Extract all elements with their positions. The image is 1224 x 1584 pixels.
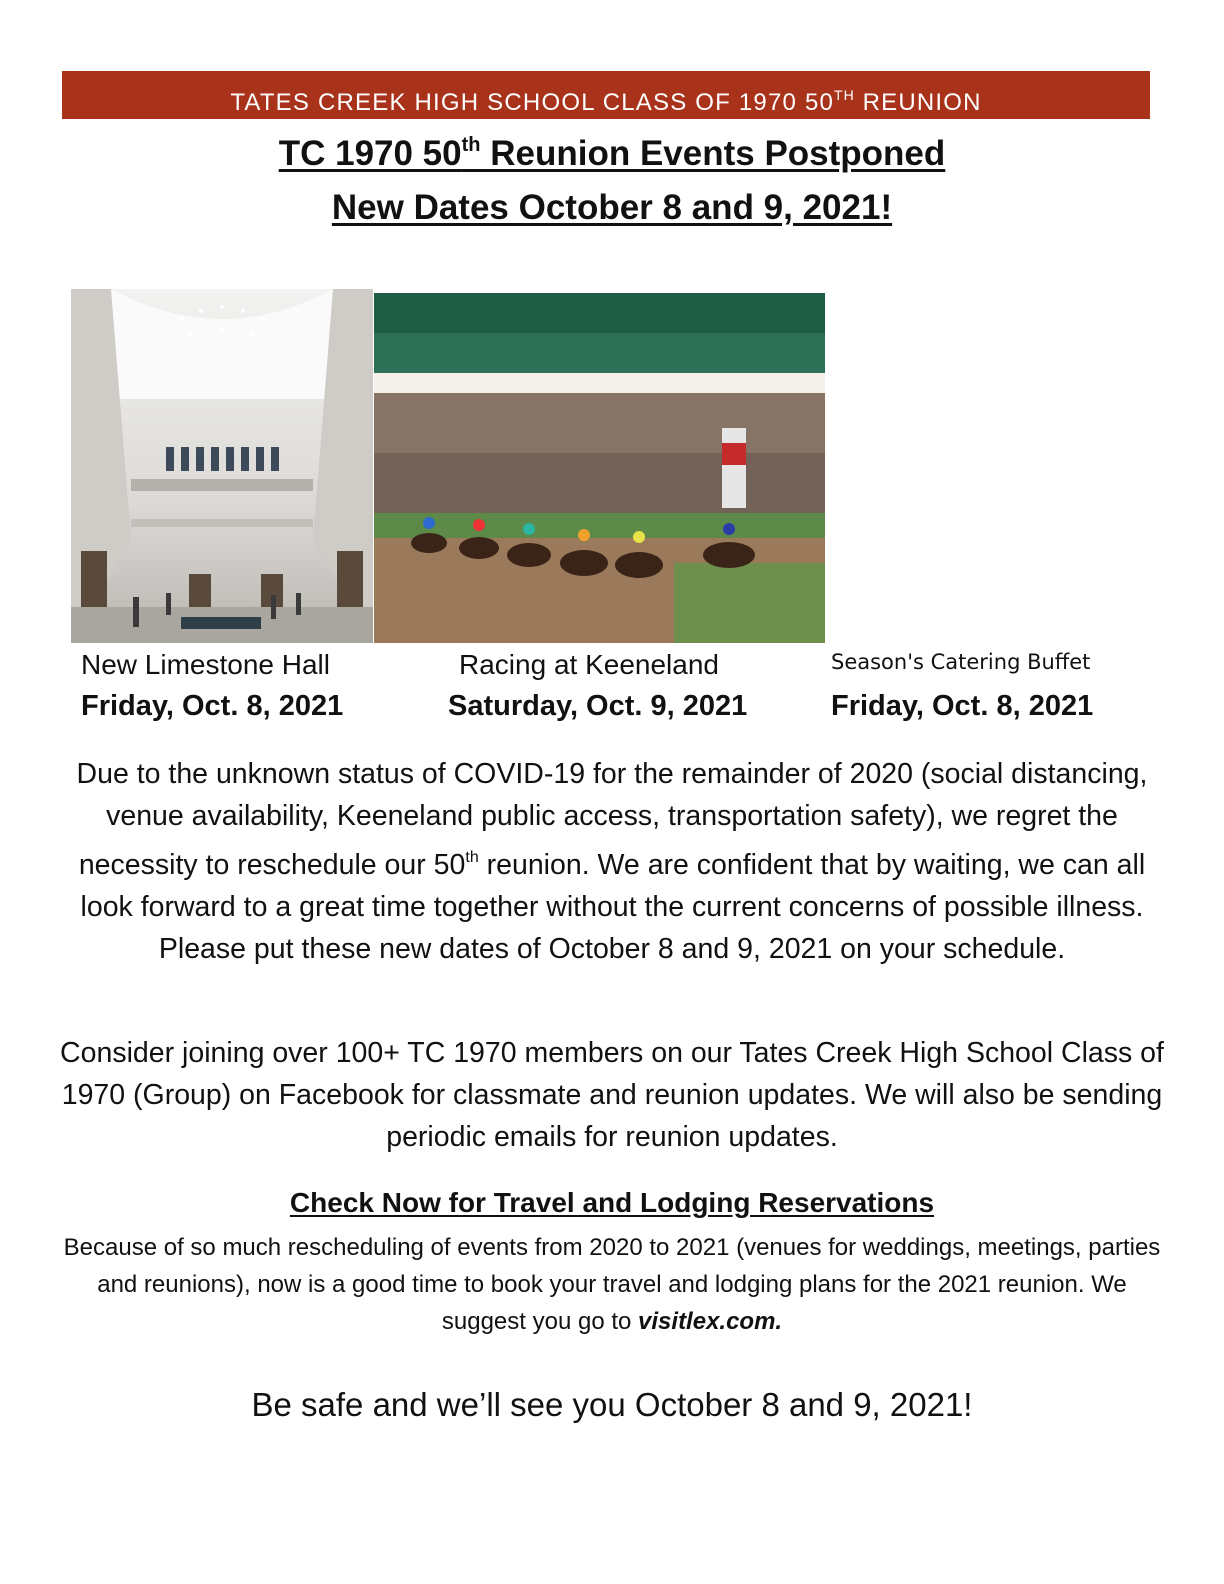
event-name-keeneland: Racing at Keeneland	[459, 649, 719, 680]
travel-text: Because of so much rescheduling of events from 2020 to 2021 (venues for weddings, meetings, parties and reunions), now is a good time to book your travel and lodging plans for the 2021 reunion. We suggest you go to	[63, 1234, 1161, 1335]
event-date-limestone-hall: Friday, Oct. 8, 2021	[81, 690, 344, 722]
title-part-end: Reunion Events Postponed	[480, 134, 946, 173]
travel-heading: Check Now for Travel and Lodging Reservations	[289, 1187, 935, 1218]
closing-line: Be safe and we’ll see you October 8 and 9, 2021!	[251, 1386, 973, 1423]
limestone-hall-photo	[71, 289, 373, 643]
event-name-catering: Season's Catering Buffet	[831, 650, 1091, 674]
travel-paragraph	[60, 1229, 1164, 1340]
paragraph-text: Due to the unknown status of COVID-19 for the remainder of 2020 (social distancing, venue availability, Keeneland public access, transportation safety), we regret the necessity to reschedule our 50	[76, 758, 1148, 881]
header-banner	[62, 71, 1150, 119]
event-date-catering: Friday, Oct. 8, 2021	[831, 690, 1094, 722]
banner-text: TATES CREEK HIGH SCHOOL CLASS OF 1970 50	[230, 89, 835, 116]
page-title	[0, 134, 1224, 174]
paragraph-text-end: reunion. We are confident that by waiting, we can all look forward to a great time together without the current concerns of possible illness. Please put these new dates of October 8 and 9, 2021 on your schedule.	[80, 849, 1146, 965]
paragraph-superscript: th	[465, 849, 479, 866]
title-part: TC 1970 50	[278, 134, 462, 173]
visitlex-link[interactable]: visitlex.com.	[638, 1308, 783, 1335]
covid-paragraph	[60, 753, 1164, 970]
title-superscript: th	[461, 134, 481, 156]
banner-superscript: TH	[834, 87, 855, 103]
facebook-paragraph: Consider joining over 100+ TC 1970 members on our Tates Creek High School Class of 1970 (Group) on Facebook for classmate and reunion updates. We will also be sending periodic emails for reunion updates.	[60, 1037, 1164, 1153]
page-subtitle: New Dates October 8 and 9, 2021!	[331, 188, 893, 227]
event-date-keeneland: Saturday, Oct. 9, 2021	[448, 690, 748, 722]
banner-text-end: REUNION	[854, 89, 982, 116]
event-name-limestone-hall: New Limestone Hall	[81, 649, 330, 680]
keeneland-racing-photo	[374, 293, 825, 643]
